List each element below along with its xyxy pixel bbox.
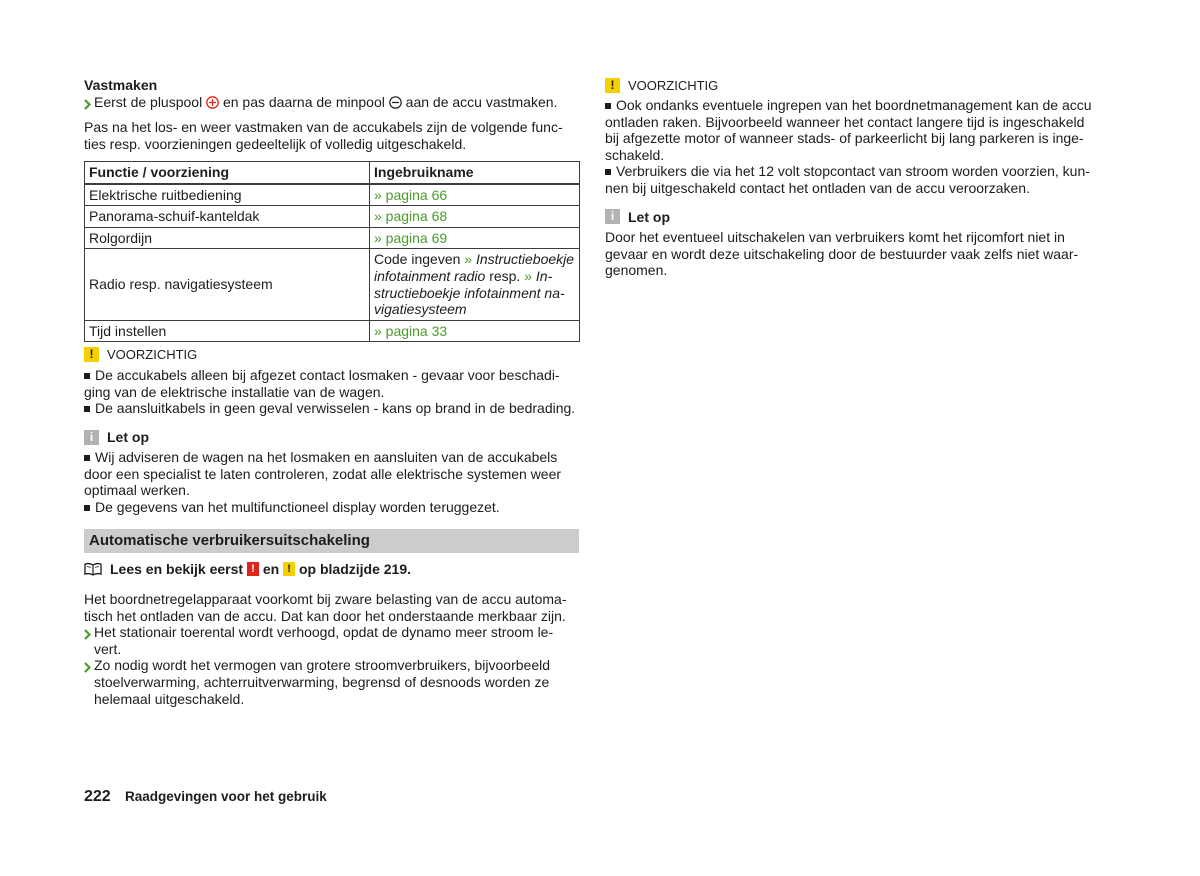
function-cell: Elektrische ruitbediening (85, 184, 370, 206)
bullet-square-icon (84, 406, 90, 412)
function-cell: Panorama-schuif-kanteldak (85, 206, 370, 228)
manual-reference[interactable]: Instructieboekje (475, 251, 575, 268)
code-label: Code ingeven (374, 251, 461, 268)
chevron-right-icon (84, 660, 91, 671)
table-row (85, 320, 580, 342)
bullet-line: nen bij uitgeschakeld contact het ontladen van de accu veroorzaken. (605, 179, 1030, 196)
table-row (85, 227, 580, 249)
manual-reference[interactable]: infotainment radio (374, 267, 486, 284)
book-icon (84, 562, 102, 576)
info-icon (84, 430, 99, 445)
caution-label: VOORZICHTIG (107, 347, 198, 362)
reference-marker[interactable]: » (524, 267, 532, 284)
activation-line (374, 251, 575, 268)
manual-reference[interactable]: structieboekje infotainment na- (374, 284, 565, 301)
bullet-square-icon (605, 169, 611, 175)
bullet-line: door een specialist te laten controleren, zodat alle elektrische systemen weer (84, 465, 562, 482)
paragraph-line: ties resp. voorzieningen gedeeltelijk of volledig uitgeschakeld. (84, 135, 467, 152)
bullet-text: Verbruikers die via het 12 volt stopcontact van stroom worden voorzien, kun- (616, 163, 1090, 180)
note-label: Let op (628, 209, 670, 225)
paragraph-line: gevaar en wordt deze uitschakeling door de bestuurder vaak zelfs niet waar- (605, 245, 1079, 262)
function-table (84, 161, 580, 342)
bullet-line: schakeld. (605, 146, 665, 163)
paragraph-line: Het boordnetregelapparaat voorkomt bij zware belasting van de accu automa- (84, 591, 567, 607)
bullet-text: Wij adviseren de wagen na het losmaken en aansluiten van de accukabels (95, 449, 558, 465)
activation-cell (370, 249, 580, 320)
table-row (85, 184, 580, 206)
function-cell: Rolgordijn (85, 227, 370, 249)
column-header-function: Functie / voorziening (85, 162, 370, 184)
bullet-line (84, 367, 579, 384)
warning-icon (247, 562, 259, 576)
step-text: aan de accu vastmaken. (405, 93, 558, 110)
page-number: 222 (84, 788, 111, 805)
step-line: helemaal uitgeschakeld. (94, 690, 245, 707)
bullet-line: ontladen raken. Bijvoorbeeld wanneer het contact langere tijd is ingeschakeld (605, 113, 1085, 130)
function-cell: Radio resp. navigatiesysteem (85, 249, 370, 320)
step-line (94, 94, 579, 111)
bullet-line: optimaal werken. (84, 482, 190, 499)
caution-icon (283, 562, 295, 576)
bullet-line (84, 499, 579, 516)
page-reference-link[interactable]: » pagina 33 (374, 322, 448, 339)
step-line: Het stationair toerental wordt verhoogd, opdat de dynamo meer stroom le- (94, 624, 554, 641)
section-body (84, 591, 579, 707)
subsection-title: Vastmaken (84, 77, 158, 93)
activation-cell (370, 320, 580, 342)
caution-text (605, 97, 1097, 197)
bullet-square-icon (84, 505, 90, 511)
activation-cell (370, 206, 580, 228)
table-header-row (85, 162, 580, 184)
step-item (84, 657, 579, 707)
minus-pole-icon (389, 96, 402, 109)
table-row (85, 206, 580, 228)
chevron-right-icon (84, 97, 91, 108)
section-title: Automatische verbruikersuitschakeling (89, 532, 370, 549)
section-heading-band (84, 529, 579, 553)
connector-text: resp. (489, 267, 521, 284)
chapter-title: Raadgevingen voor het gebruik (125, 789, 327, 804)
bullet-line (605, 163, 1097, 180)
info-icon (605, 209, 620, 224)
table-row (85, 249, 580, 320)
step-text: en pas daarna de minpool (222, 93, 385, 110)
bullet-line (605, 97, 1097, 114)
bullet-line (84, 400, 579, 417)
caution-label: VOORZICHTIG (628, 78, 719, 93)
plus-pole-icon (206, 96, 219, 109)
bullet-text: De gegevens van het multifunctioneel display worden teruggezet. (95, 498, 500, 515)
caution-icon (84, 347, 99, 362)
note-text (605, 229, 1097, 279)
page-reference-link[interactable]: » pagina 68 (374, 208, 448, 225)
step-line: vert. (94, 640, 122, 657)
read-first-page[interactable]: op bladzijde 219. (298, 561, 412, 577)
activation-line (374, 268, 575, 285)
read-first-line (84, 561, 411, 578)
bullet-square-icon (605, 103, 611, 109)
bullet-line: bij afgezette motor of wanneer stads- of parkeerlicht bij lang parkeren is inge- (605, 130, 1084, 147)
function-cell: Tijd instellen (85, 320, 370, 342)
paragraph-line: Pas na het los- en weer vastmaken van de accukabels zijn de volgende func- (84, 119, 563, 135)
manual-reference[interactable]: vigatiesysteem (374, 301, 467, 318)
bullet-line (84, 449, 579, 466)
chevron-right-icon (84, 627, 91, 638)
column-header-activation: Ingebruikname (370, 162, 580, 184)
read-first-connector: en (262, 561, 280, 577)
caution-text (84, 367, 579, 417)
step-line: Zo nodig wordt het vermogen van grotere stroomverbruikers, bijvoorbeeld (94, 657, 551, 674)
step-line: stoelverwarming, achterruitverwarming, begrensd of desnoods worden ze (94, 673, 550, 690)
page-reference-link[interactable]: » pagina 69 (374, 229, 448, 246)
step-item (84, 94, 579, 111)
note-label: Let op (107, 429, 149, 445)
paragraph-line: tisch het ontladen van de accu. Dat kan door het onderstaande merkbaar zijn. (84, 607, 566, 624)
step-item (84, 624, 579, 657)
vastmaken-section (84, 77, 579, 110)
bullet-line: ging van de elektrische installatie van de wagen. (84, 383, 385, 400)
reference-marker[interactable]: » (464, 251, 473, 268)
bullet-text: Ook ondanks eventuele ingrepen van het boordnetmanagement kan de accu (616, 97, 1092, 113)
page-reference-link[interactable]: » pagina 66 (374, 186, 448, 203)
paragraph-line: Door het eventueel uitschakelen van verbruikers komt het rijcomfort niet in (605, 229, 1065, 245)
manual-reference[interactable]: In- (535, 267, 553, 284)
bullet-square-icon (84, 455, 90, 461)
paragraph-line: genomen. (605, 262, 668, 279)
step-text: Eerst de pluspool (94, 93, 203, 110)
activation-cell (370, 184, 580, 206)
activation-cell (370, 227, 580, 249)
bullet-text: De aansluitkabels in geen geval verwisselen - kans op brand in de bedrading. (95, 400, 576, 417)
bullet-text: De accukabels alleen bij afgezet contact losmaken - gevaar voor beschadi- (95, 367, 560, 383)
note-text (84, 449, 579, 515)
intro-paragraph (84, 119, 579, 152)
bullet-square-icon (84, 373, 90, 379)
read-first-text: Lees en bekijk eerst (110, 561, 244, 577)
caution-icon (605, 78, 620, 93)
